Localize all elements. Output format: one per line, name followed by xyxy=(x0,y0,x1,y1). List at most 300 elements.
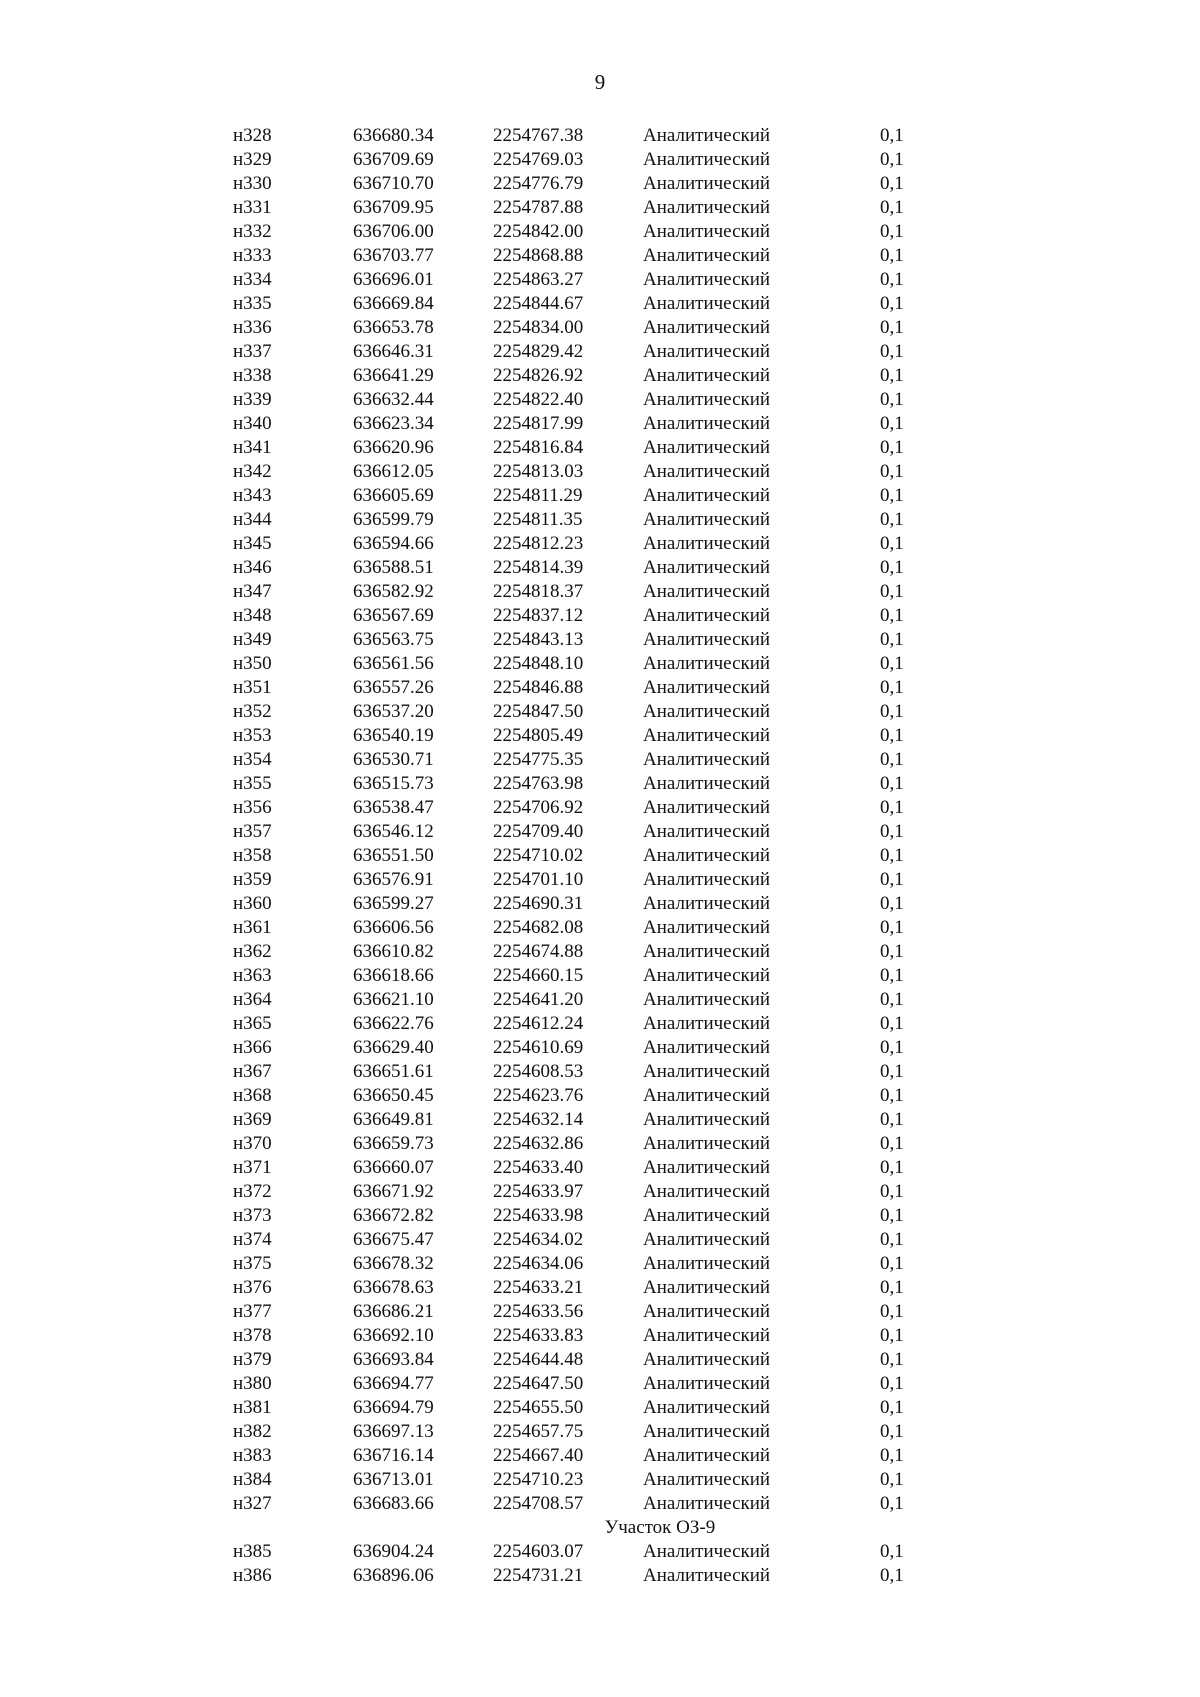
point-name-cell: н334 xyxy=(233,269,272,290)
y-coordinate-cell: 2254844.67 xyxy=(493,293,584,314)
table-row xyxy=(0,508,1200,532)
point-name-cell: н329 xyxy=(233,149,272,170)
accuracy-cell: 0,1 xyxy=(880,1565,904,1586)
table-row xyxy=(0,1276,1200,1300)
x-coordinate-cell: 636538.47 xyxy=(353,797,434,818)
x-coordinate-cell: 636678.63 xyxy=(353,1277,434,1298)
accuracy-cell: 0,1 xyxy=(880,773,904,794)
x-coordinate-cell: 636576.91 xyxy=(353,869,434,890)
accuracy-cell: 0,1 xyxy=(880,1109,904,1130)
table-row xyxy=(0,916,1200,940)
point-name-cell: н358 xyxy=(233,845,272,866)
method-cell: Аналитический xyxy=(643,821,771,842)
x-coordinate-cell: 636530.71 xyxy=(353,749,434,770)
point-name-cell: н342 xyxy=(233,461,272,482)
table-row xyxy=(0,652,1200,676)
accuracy-cell: 0,1 xyxy=(880,989,904,1010)
accuracy-cell: 0,1 xyxy=(880,1541,904,1562)
accuracy-cell: 0,1 xyxy=(880,173,904,194)
y-coordinate-cell: 2254709.40 xyxy=(493,821,584,842)
x-coordinate-cell: 636588.51 xyxy=(353,557,434,578)
x-coordinate-cell: 636716.14 xyxy=(353,1445,434,1466)
method-cell: Аналитический xyxy=(643,1013,771,1034)
accuracy-cell: 0,1 xyxy=(880,197,904,218)
method-cell: Аналитический xyxy=(643,1109,771,1130)
table-row xyxy=(0,772,1200,796)
y-coordinate-cell: 2254829.42 xyxy=(493,341,584,362)
y-coordinate-cell: 2254710.23 xyxy=(493,1469,584,1490)
accuracy-cell: 0,1 xyxy=(880,413,904,434)
y-coordinate-cell: 2254818.37 xyxy=(493,581,584,602)
x-coordinate-cell: 636618.66 xyxy=(353,965,434,986)
method-cell: Аналитический xyxy=(643,509,771,530)
y-coordinate-cell: 2254811.35 xyxy=(493,509,583,530)
method-cell: Аналитический xyxy=(643,1157,771,1178)
table-row xyxy=(0,172,1200,196)
y-coordinate-cell: 2254610.69 xyxy=(493,1037,584,1058)
method-cell: Аналитический xyxy=(643,437,771,458)
point-name-cell: н381 xyxy=(233,1397,272,1418)
y-coordinate-cell: 2254632.86 xyxy=(493,1133,584,1154)
x-coordinate-cell: 636629.40 xyxy=(353,1037,434,1058)
table-row xyxy=(0,1036,1200,1060)
point-name-cell: н355 xyxy=(233,773,272,794)
method-cell: Аналитический xyxy=(643,1133,771,1154)
table-row xyxy=(0,580,1200,604)
table-row xyxy=(0,1300,1200,1324)
point-name-cell: н356 xyxy=(233,797,272,818)
method-cell: Аналитический xyxy=(643,917,771,938)
x-coordinate-cell: 636896.06 xyxy=(353,1565,434,1586)
point-name-cell: н380 xyxy=(233,1373,272,1394)
point-name-cell: н344 xyxy=(233,509,272,530)
x-coordinate-cell: 636672.82 xyxy=(353,1205,434,1226)
y-coordinate-cell: 2254842.00 xyxy=(493,221,584,242)
point-name-cell: н332 xyxy=(233,221,272,242)
x-coordinate-cell: 636680.34 xyxy=(353,125,434,146)
accuracy-cell: 0,1 xyxy=(880,437,904,458)
x-coordinate-cell: 636551.50 xyxy=(353,845,434,866)
method-cell: Аналитический xyxy=(643,677,771,698)
y-coordinate-cell: 2254633.97 xyxy=(493,1181,584,1202)
x-coordinate-cell: 636904.24 xyxy=(353,1541,434,1562)
x-coordinate-cell: 636678.32 xyxy=(353,1253,434,1274)
point-name-cell: н349 xyxy=(233,629,272,650)
point-name-cell: н346 xyxy=(233,557,272,578)
y-coordinate-cell: 2254847.50 xyxy=(493,701,584,722)
method-cell: Аналитический xyxy=(643,1205,771,1226)
point-name-cell: н331 xyxy=(233,197,272,218)
point-name-cell: н372 xyxy=(233,1181,272,1202)
accuracy-cell: 0,1 xyxy=(880,1421,904,1442)
y-coordinate-cell: 2254706.92 xyxy=(493,797,584,818)
point-name-cell: н362 xyxy=(233,941,272,962)
y-coordinate-cell: 2254848.10 xyxy=(493,653,584,674)
x-coordinate-cell: 636563.75 xyxy=(353,629,434,650)
point-name-cell: н353 xyxy=(233,725,272,746)
table-row xyxy=(0,556,1200,580)
point-name-cell: н377 xyxy=(233,1301,272,1322)
accuracy-cell: 0,1 xyxy=(880,1373,904,1394)
point-name-cell: н365 xyxy=(233,1013,272,1034)
accuracy-cell: 0,1 xyxy=(880,701,904,722)
x-coordinate-cell: 636622.76 xyxy=(353,1013,434,1034)
y-coordinate-cell: 2254814.39 xyxy=(493,557,584,578)
accuracy-cell: 0,1 xyxy=(880,677,904,698)
accuracy-cell: 0,1 xyxy=(880,221,904,242)
y-coordinate-cell: 2254634.06 xyxy=(493,1253,584,1274)
accuracy-cell: 0,1 xyxy=(880,821,904,842)
table-row xyxy=(0,820,1200,844)
table-row xyxy=(0,340,1200,364)
table-row xyxy=(0,964,1200,988)
coordinates-table xyxy=(0,124,1200,1588)
method-cell: Аналитический xyxy=(643,869,771,890)
table-row xyxy=(0,892,1200,916)
y-coordinate-cell: 2254769.03 xyxy=(493,149,584,170)
method-cell: Аналитический xyxy=(643,1421,771,1442)
accuracy-cell: 0,1 xyxy=(880,1061,904,1082)
method-cell: Аналитический xyxy=(643,965,771,986)
accuracy-cell: 0,1 xyxy=(880,941,904,962)
y-coordinate-cell: 2254776.79 xyxy=(493,173,584,194)
accuracy-cell: 0,1 xyxy=(880,557,904,578)
x-coordinate-cell: 636693.84 xyxy=(353,1349,434,1370)
table-row xyxy=(0,724,1200,748)
accuracy-cell: 0,1 xyxy=(880,125,904,146)
y-coordinate-cell: 2254674.88 xyxy=(493,941,584,962)
y-coordinate-cell: 2254805.49 xyxy=(493,725,584,746)
y-coordinate-cell: 2254863.27 xyxy=(493,269,584,290)
method-cell: Аналитический xyxy=(643,245,771,266)
method-cell: Аналитический xyxy=(643,221,771,242)
x-coordinate-cell: 636671.92 xyxy=(353,1181,434,1202)
accuracy-cell: 0,1 xyxy=(880,605,904,626)
accuracy-cell: 0,1 xyxy=(880,1445,904,1466)
accuracy-cell: 0,1 xyxy=(880,1325,904,1346)
accuracy-cell: 0,1 xyxy=(880,1229,904,1250)
x-coordinate-cell: 636709.69 xyxy=(353,149,434,170)
y-coordinate-cell: 2254816.84 xyxy=(493,437,584,458)
y-coordinate-cell: 2254632.14 xyxy=(493,1109,584,1130)
method-cell: Аналитический xyxy=(643,197,771,218)
point-name-cell: н368 xyxy=(233,1085,272,1106)
table-row xyxy=(0,460,1200,484)
table-row xyxy=(0,1348,1200,1372)
method-cell: Аналитический xyxy=(643,845,771,866)
point-name-cell: н370 xyxy=(233,1133,272,1154)
table-row xyxy=(0,628,1200,652)
method-cell: Аналитический xyxy=(643,1181,771,1202)
section-title: Участок ОЗ-9 xyxy=(604,1517,716,1538)
accuracy-cell: 0,1 xyxy=(880,581,904,602)
point-name-cell: н364 xyxy=(233,989,272,1010)
accuracy-cell: 0,1 xyxy=(880,1157,904,1178)
table-row xyxy=(0,1492,1200,1516)
method-cell: Аналитический xyxy=(643,149,771,170)
method-cell: Аналитический xyxy=(643,1325,771,1346)
method-cell: Аналитический xyxy=(643,557,771,578)
table-row xyxy=(0,1228,1200,1252)
y-coordinate-cell: 2254633.98 xyxy=(493,1205,584,1226)
point-name-cell: н378 xyxy=(233,1325,272,1346)
point-name-cell: н343 xyxy=(233,485,272,506)
method-cell: Аналитический xyxy=(643,725,771,746)
table-row xyxy=(0,868,1200,892)
table-row xyxy=(0,604,1200,628)
table-row xyxy=(0,364,1200,388)
y-coordinate-cell: 2254655.50 xyxy=(493,1397,584,1418)
method-cell: Аналитический xyxy=(643,1229,771,1250)
accuracy-cell: 0,1 xyxy=(880,1397,904,1418)
method-cell: Аналитический xyxy=(643,797,771,818)
x-coordinate-cell: 636582.92 xyxy=(353,581,434,602)
method-cell: Аналитический xyxy=(643,1037,771,1058)
table-row xyxy=(0,1180,1200,1204)
x-coordinate-cell: 636703.77 xyxy=(353,245,434,266)
x-coordinate-cell: 636599.79 xyxy=(353,509,434,530)
point-name-cell: н359 xyxy=(233,869,272,890)
accuracy-cell: 0,1 xyxy=(880,1133,904,1154)
x-coordinate-cell: 636669.84 xyxy=(353,293,434,314)
x-coordinate-cell: 636537.20 xyxy=(353,701,434,722)
y-coordinate-cell: 2254837.12 xyxy=(493,605,584,626)
accuracy-cell: 0,1 xyxy=(880,845,904,866)
x-coordinate-cell: 636651.61 xyxy=(353,1061,434,1082)
y-coordinate-cell: 2254843.13 xyxy=(493,629,584,650)
method-cell: Аналитический xyxy=(643,653,771,674)
point-name-cell: н345 xyxy=(233,533,272,554)
method-cell: Аналитический xyxy=(643,1541,771,1562)
y-coordinate-cell: 2254682.08 xyxy=(493,917,584,938)
point-name-cell: н351 xyxy=(233,677,272,698)
table-row xyxy=(0,1420,1200,1444)
point-name-cell: н369 xyxy=(233,1109,272,1130)
table-row xyxy=(0,988,1200,1012)
y-coordinate-cell: 2254787.88 xyxy=(493,197,584,218)
x-coordinate-cell: 636641.29 xyxy=(353,365,434,386)
method-cell: Аналитический xyxy=(643,893,771,914)
table-row xyxy=(0,1444,1200,1468)
x-coordinate-cell: 636710.70 xyxy=(353,173,434,194)
accuracy-cell: 0,1 xyxy=(880,1085,904,1106)
y-coordinate-cell: 2254633.56 xyxy=(493,1301,584,1322)
y-coordinate-cell: 2254608.53 xyxy=(493,1061,584,1082)
y-coordinate-cell: 2254690.31 xyxy=(493,893,584,914)
x-coordinate-cell: 636561.56 xyxy=(353,653,434,674)
accuracy-cell: 0,1 xyxy=(880,533,904,554)
point-name-cell: н373 xyxy=(233,1205,272,1226)
method-cell: Аналитический xyxy=(643,269,771,290)
point-name-cell: н350 xyxy=(233,653,272,674)
table-row xyxy=(0,1468,1200,1492)
y-coordinate-cell: 2254612.24 xyxy=(493,1013,584,1034)
x-coordinate-cell: 636660.07 xyxy=(353,1157,434,1178)
x-coordinate-cell: 636599.27 xyxy=(353,893,434,914)
method-cell: Аналитический xyxy=(643,1373,771,1394)
method-cell: Аналитический xyxy=(643,989,771,1010)
table-row xyxy=(0,244,1200,268)
method-cell: Аналитический xyxy=(643,293,771,314)
table-row xyxy=(0,268,1200,292)
table-row xyxy=(0,124,1200,148)
point-name-cell: н363 xyxy=(233,965,272,986)
table-row xyxy=(0,1012,1200,1036)
y-coordinate-cell: 2254763.98 xyxy=(493,773,584,794)
point-name-cell: н361 xyxy=(233,917,272,938)
x-coordinate-cell: 636696.01 xyxy=(353,269,434,290)
y-coordinate-cell: 2254647.50 xyxy=(493,1373,584,1394)
point-name-cell: н374 xyxy=(233,1229,272,1250)
page-number: 9 xyxy=(594,70,606,94)
method-cell: Аналитический xyxy=(643,1469,771,1490)
method-cell: Аналитический xyxy=(643,125,771,146)
y-coordinate-cell: 2254868.88 xyxy=(493,245,584,266)
accuracy-cell: 0,1 xyxy=(880,965,904,986)
x-coordinate-cell: 636515.73 xyxy=(353,773,434,794)
accuracy-cell: 0,1 xyxy=(880,893,904,914)
section-heading-row xyxy=(0,1516,1200,1540)
point-name-cell: н335 xyxy=(233,293,272,314)
point-name-cell: н385 xyxy=(233,1541,272,1562)
method-cell: Аналитический xyxy=(643,581,771,602)
accuracy-cell: 0,1 xyxy=(880,917,904,938)
x-coordinate-cell: 636540.19 xyxy=(353,725,434,746)
method-cell: Аналитический xyxy=(643,1493,771,1514)
accuracy-cell: 0,1 xyxy=(880,869,904,890)
method-cell: Аналитический xyxy=(643,1349,771,1370)
method-cell: Аналитический xyxy=(643,173,771,194)
table-row xyxy=(0,388,1200,412)
table-row xyxy=(0,1540,1200,1564)
method-cell: Аналитический xyxy=(643,701,771,722)
y-coordinate-cell: 2254826.92 xyxy=(493,365,584,386)
method-cell: Аналитический xyxy=(643,1445,771,1466)
method-cell: Аналитический xyxy=(643,389,771,410)
x-coordinate-cell: 636709.95 xyxy=(353,197,434,218)
accuracy-cell: 0,1 xyxy=(880,461,904,482)
point-name-cell: н328 xyxy=(233,125,272,146)
point-name-cell: н330 xyxy=(233,173,272,194)
x-coordinate-cell: 636694.79 xyxy=(353,1397,434,1418)
point-name-cell: н383 xyxy=(233,1445,272,1466)
accuracy-cell: 0,1 xyxy=(880,1349,904,1370)
method-cell: Аналитический xyxy=(643,605,771,626)
y-coordinate-cell: 2254660.15 xyxy=(493,965,584,986)
x-coordinate-cell: 636713.01 xyxy=(353,1469,434,1490)
method-cell: Аналитический xyxy=(643,1061,771,1082)
accuracy-cell: 0,1 xyxy=(880,245,904,266)
y-coordinate-cell: 2254813.03 xyxy=(493,461,584,482)
method-cell: Аналитический xyxy=(643,317,771,338)
x-coordinate-cell: 636694.77 xyxy=(353,1373,434,1394)
y-coordinate-cell: 2254811.29 xyxy=(493,485,583,506)
table-row xyxy=(0,796,1200,820)
y-coordinate-cell: 2254710.02 xyxy=(493,845,584,866)
y-coordinate-cell: 2254667.40 xyxy=(493,1445,584,1466)
accuracy-cell: 0,1 xyxy=(880,317,904,338)
method-cell: Аналитический xyxy=(643,533,771,554)
y-coordinate-cell: 2254633.21 xyxy=(493,1277,584,1298)
x-coordinate-cell: 636659.73 xyxy=(353,1133,434,1154)
table-row xyxy=(0,1396,1200,1420)
table-row xyxy=(0,676,1200,700)
table-row xyxy=(0,532,1200,556)
accuracy-cell: 0,1 xyxy=(880,1205,904,1226)
accuracy-cell: 0,1 xyxy=(880,725,904,746)
point-name-cell: н340 xyxy=(233,413,272,434)
y-coordinate-cell: 2254767.38 xyxy=(493,125,584,146)
y-coordinate-cell: 2254775.35 xyxy=(493,749,584,770)
table-row xyxy=(0,1060,1200,1084)
y-coordinate-cell: 2254603.07 xyxy=(493,1541,584,1562)
accuracy-cell: 0,1 xyxy=(880,389,904,410)
point-name-cell: н384 xyxy=(233,1469,272,1490)
point-name-cell: н367 xyxy=(233,1061,272,1082)
y-coordinate-cell: 2254657.75 xyxy=(493,1421,584,1442)
method-cell: Аналитический xyxy=(643,365,771,386)
table-row xyxy=(0,1084,1200,1108)
method-cell: Аналитический xyxy=(643,1277,771,1298)
point-name-cell: н348 xyxy=(233,605,272,626)
method-cell: Аналитический xyxy=(643,341,771,362)
x-coordinate-cell: 636620.96 xyxy=(353,437,434,458)
accuracy-cell: 0,1 xyxy=(880,629,904,650)
method-cell: Аналитический xyxy=(643,485,771,506)
accuracy-cell: 0,1 xyxy=(880,749,904,770)
accuracy-cell: 0,1 xyxy=(880,1037,904,1058)
accuracy-cell: 0,1 xyxy=(880,341,904,362)
x-coordinate-cell: 636567.69 xyxy=(353,605,434,626)
point-name-cell: н376 xyxy=(233,1277,272,1298)
point-name-cell: н338 xyxy=(233,365,272,386)
point-name-cell: н341 xyxy=(233,437,272,458)
x-coordinate-cell: 636605.69 xyxy=(353,485,434,506)
x-coordinate-cell: 636683.66 xyxy=(353,1493,434,1514)
accuracy-cell: 0,1 xyxy=(880,1013,904,1034)
method-cell: Аналитический xyxy=(643,1253,771,1274)
accuracy-cell: 0,1 xyxy=(880,1493,904,1514)
point-name-cell: н375 xyxy=(233,1253,272,1274)
table-row xyxy=(0,412,1200,436)
accuracy-cell: 0,1 xyxy=(880,269,904,290)
table-row xyxy=(0,1324,1200,1348)
x-coordinate-cell: 636649.81 xyxy=(353,1109,434,1130)
x-coordinate-cell: 636653.78 xyxy=(353,317,434,338)
y-coordinate-cell: 2254633.40 xyxy=(493,1157,584,1178)
method-cell: Аналитический xyxy=(643,773,771,794)
method-cell: Аналитический xyxy=(643,413,771,434)
x-coordinate-cell: 636675.47 xyxy=(353,1229,434,1250)
x-coordinate-cell: 636692.10 xyxy=(353,1325,434,1346)
accuracy-cell: 0,1 xyxy=(880,1301,904,1322)
table-row xyxy=(0,1372,1200,1396)
point-name-cell: н339 xyxy=(233,389,272,410)
table-row xyxy=(0,220,1200,244)
point-name-cell: н347 xyxy=(233,581,272,602)
x-coordinate-cell: 636686.21 xyxy=(353,1301,434,1322)
table-row xyxy=(0,940,1200,964)
table-row xyxy=(0,1252,1200,1276)
accuracy-cell: 0,1 xyxy=(880,653,904,674)
table-row xyxy=(0,316,1200,340)
point-name-cell: н354 xyxy=(233,749,272,770)
accuracy-cell: 0,1 xyxy=(880,293,904,314)
table-row xyxy=(0,1108,1200,1132)
point-name-cell: н352 xyxy=(233,701,272,722)
method-cell: Аналитический xyxy=(643,1397,771,1418)
point-name-cell: н327 xyxy=(233,1493,272,1514)
